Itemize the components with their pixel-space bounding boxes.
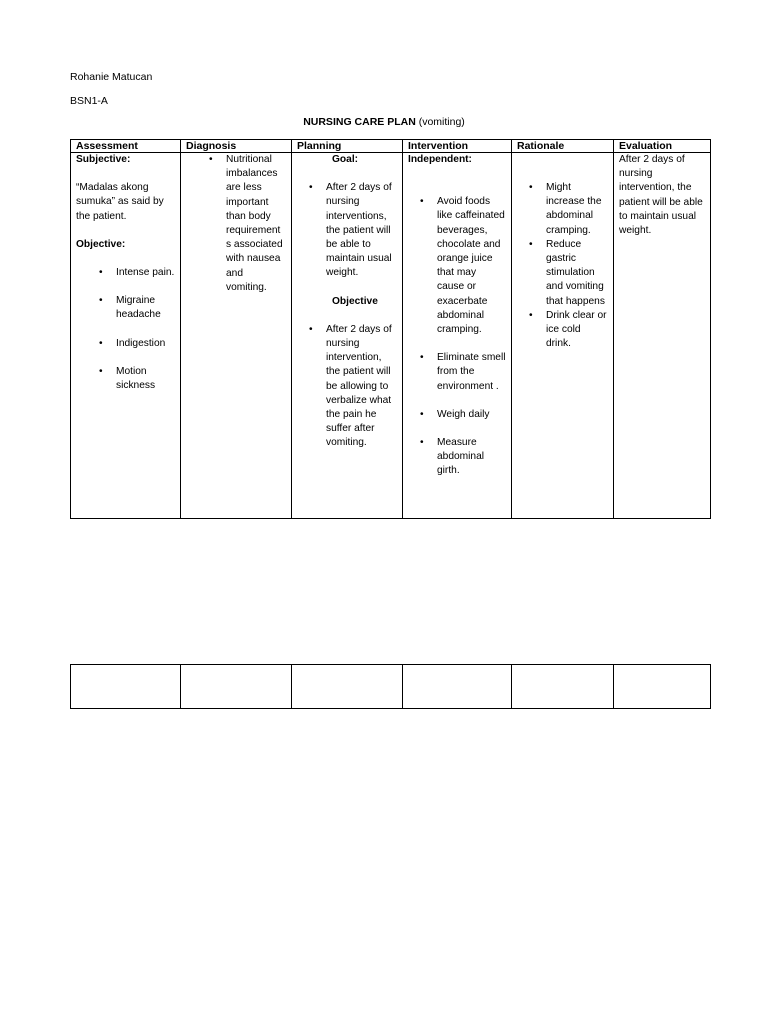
header-evaluation: Evaluation xyxy=(614,140,711,153)
empty-table xyxy=(70,664,711,709)
empty-cell xyxy=(614,665,711,709)
subjective-quote: “Madalas akong sumuka” as said by the patient. xyxy=(76,182,164,222)
header-intervention: Intervention xyxy=(403,140,512,153)
table-body-row xyxy=(71,153,711,519)
header-assessment: Assessment xyxy=(71,140,181,153)
list-item: • Reduce gastric stimulation and vomiting that happens xyxy=(546,238,608,309)
title-main: NURSING CARE PLAN xyxy=(303,116,416,128)
evaluation-cell xyxy=(614,153,711,519)
list-item: • Might increase the abdominal cramping. xyxy=(546,181,608,238)
header-planning: Planning xyxy=(292,140,403,153)
list-item: • Eliminate smell from the environment . xyxy=(437,351,506,394)
list-item: • Measure abdominal girth. xyxy=(437,436,506,479)
list-item: • Indigestion xyxy=(116,337,175,351)
intervention-list xyxy=(408,195,506,478)
list-item: • Drink clear or ice cold drink. xyxy=(546,309,608,352)
list-item: • After 2 days of nursing intervention, the patient will be allowing to verbalize what the pain he suffer after vomiting. xyxy=(326,323,397,451)
list-item: • Motion sickness xyxy=(116,365,175,393)
planning-objective-label: Objective xyxy=(332,295,378,307)
empty-cell xyxy=(403,665,512,709)
independent-label: Independent: xyxy=(408,154,472,165)
assessment-cell xyxy=(71,153,181,519)
title-sub: (vomiting) xyxy=(418,116,465,128)
rationale-cell xyxy=(512,153,614,519)
intervention-cell xyxy=(403,153,512,519)
list-item: • Weigh daily xyxy=(437,408,506,422)
header-rationale: Rationale xyxy=(512,140,614,153)
empty-cell xyxy=(181,665,292,709)
rationale-list xyxy=(517,181,608,351)
empty-cell xyxy=(292,665,403,709)
objective-goal-list xyxy=(297,323,397,451)
diagnosis-cell xyxy=(181,153,292,519)
objective-label: Objective: xyxy=(76,238,126,250)
list-item: • After 2 days of nursing interventions, the patient will be able to maintain usual weight. xyxy=(326,181,397,280)
goal-list xyxy=(297,181,397,280)
section-label: BSN1-A xyxy=(70,95,108,107)
planning-cell xyxy=(292,153,403,519)
header-diagnosis: Diagnosis xyxy=(181,140,292,153)
list-item: • Avoid foods like caffeinated beverages, chocolate and orange juice that may cause or exacerbate abdominal cramping. xyxy=(437,195,506,337)
empty-cell xyxy=(71,665,181,709)
nursing-care-plan-table xyxy=(70,139,711,519)
list-item: • Intense pain. xyxy=(116,266,175,280)
empty-table-row xyxy=(71,665,711,709)
empty-cell xyxy=(512,665,614,709)
list-item: • Nutritional imbalances are less important than body requirement s associated with nausea and vomiting. xyxy=(226,153,286,295)
author-name: Rohanie Matucan xyxy=(70,71,153,83)
objective-list xyxy=(76,266,175,393)
document-title xyxy=(0,116,768,128)
evaluation-text: After 2 days of nursing intervention, the patient will be able to maintain usual weight. xyxy=(619,154,703,237)
goal-label: Goal: xyxy=(332,154,359,165)
list-item: • Migraine headache xyxy=(116,294,175,322)
subjective-label: Subjective: xyxy=(76,154,131,165)
table-header-row xyxy=(71,140,711,153)
diagnosis-list xyxy=(186,153,286,295)
